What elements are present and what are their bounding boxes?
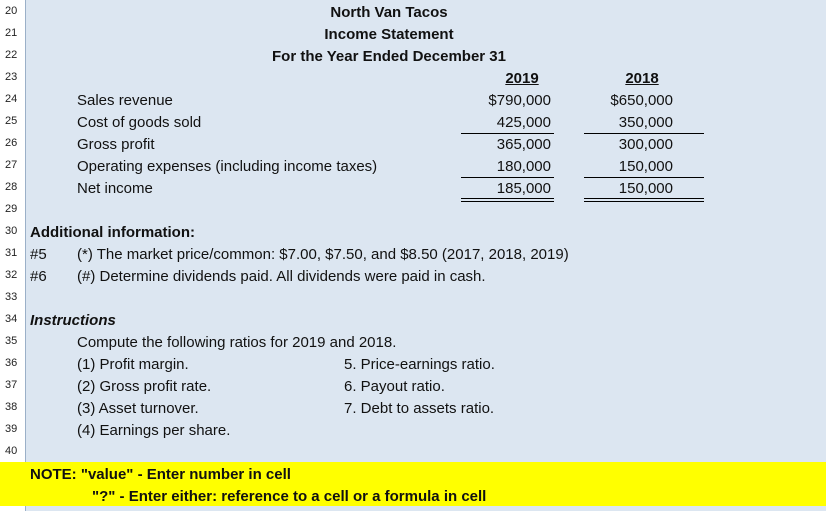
row-number[interactable]: 35: [5, 335, 18, 347]
company-name[interactable]: North Van Tacos: [330, 4, 448, 21]
line-value-2019[interactable]: 185,000: [496, 180, 551, 197]
subtotal-rule: [461, 133, 554, 134]
row-number[interactable]: 26: [5, 137, 18, 149]
subtotal-rule: [584, 133, 704, 134]
line-value-2018[interactable]: $650,000: [610, 92, 673, 109]
item-text[interactable]: (*) The market price/common: $7.00, $7.50, and $8.50 (2017, 2018, 2019): [77, 246, 569, 263]
statement-title[interactable]: Income Statement: [324, 26, 454, 43]
row-number[interactable]: 37: [5, 379, 18, 391]
ratio-item[interactable]: (1) Profit margin.: [77, 356, 189, 373]
row-number[interactable]: 31: [5, 247, 18, 259]
note-line-2[interactable]: "?" - Enter either: reference to a cell or a formula in cell: [92, 488, 487, 505]
row-number[interactable]: 21: [5, 27, 18, 39]
row-number[interactable]: 38: [5, 401, 18, 413]
double-rule: [461, 201, 554, 202]
line-value-2018[interactable]: 150,000: [618, 180, 673, 197]
line-value-2018[interactable]: 150,000: [618, 158, 673, 175]
note-line-1[interactable]: NOTE: "value" - Enter number in cell: [30, 466, 291, 483]
ratio-item[interactable]: 6. Payout ratio.: [344, 378, 445, 395]
instructions-intro[interactable]: Compute the following ratios for 2019 and 2018.: [77, 334, 397, 351]
double-rule: [584, 198, 704, 199]
instructions-title[interactable]: Instructions: [30, 312, 116, 329]
year-2019-header[interactable]: 2019: [505, 70, 539, 87]
statement-period[interactable]: For the Year Ended December 31: [272, 48, 506, 65]
row-number[interactable]: 39: [5, 423, 18, 435]
subtotal-rule: [584, 177, 704, 178]
line-label[interactable]: Operating expenses (including income taxes): [77, 158, 378, 175]
line-label[interactable]: Net income: [77, 180, 153, 197]
line-value-2019[interactable]: 180,000: [496, 158, 551, 175]
row-number[interactable]: 20: [5, 5, 18, 17]
row-number[interactable]: 24: [5, 93, 18, 105]
row-number[interactable]: 34: [5, 313, 18, 325]
subtotal-rule: [461, 177, 554, 178]
row-number[interactable]: 33: [5, 291, 18, 303]
row-number[interactable]: 40: [5, 445, 18, 457]
ratio-item[interactable]: (3) Asset turnover.: [77, 400, 199, 417]
row-number[interactable]: 36: [5, 357, 18, 369]
ratio-item[interactable]: (2) Gross profit rate.: [77, 378, 212, 395]
row-number[interactable]: 27: [5, 159, 18, 171]
double-rule: [584, 201, 704, 202]
row-number[interactable]: 30: [5, 225, 18, 237]
row-number[interactable]: 29: [5, 203, 18, 215]
line-value-2019[interactable]: $790,000: [488, 92, 551, 109]
line-value-2018[interactable]: 300,000: [618, 136, 673, 153]
ratio-item[interactable]: 5. Price-earnings ratio.: [344, 356, 495, 373]
ratio-item[interactable]: 7. Debt to assets ratio.: [344, 400, 495, 417]
line-label[interactable]: Gross profit: [77, 136, 155, 153]
row-number[interactable]: 32: [5, 269, 18, 281]
line-value-2019[interactable]: 425,000: [496, 114, 551, 131]
year-2018-header[interactable]: 2018: [625, 70, 659, 87]
line-value-2018[interactable]: 350,000: [618, 114, 673, 131]
row-number-column: [0, 0, 26, 511]
worksheet: [26, 0, 826, 511]
row-number[interactable]: 25: [5, 115, 18, 127]
item-text[interactable]: (#) Determine dividends paid. All dividends were paid in cash.: [77, 268, 486, 285]
row-number[interactable]: 23: [5, 71, 18, 83]
item-tag[interactable]: #5: [30, 246, 47, 263]
double-rule: [461, 198, 554, 199]
line-label[interactable]: Sales revenue: [77, 92, 173, 109]
line-label[interactable]: Cost of goods sold: [77, 114, 202, 131]
row-number[interactable]: 22: [5, 49, 18, 61]
line-value-2019[interactable]: 365,000: [496, 136, 551, 153]
row-number[interactable]: 28: [5, 181, 18, 193]
item-tag[interactable]: #6: [30, 268, 47, 285]
ratio-item[interactable]: (4) Earnings per share.: [77, 422, 231, 439]
additional-info-title[interactable]: Additional information:: [30, 224, 195, 241]
